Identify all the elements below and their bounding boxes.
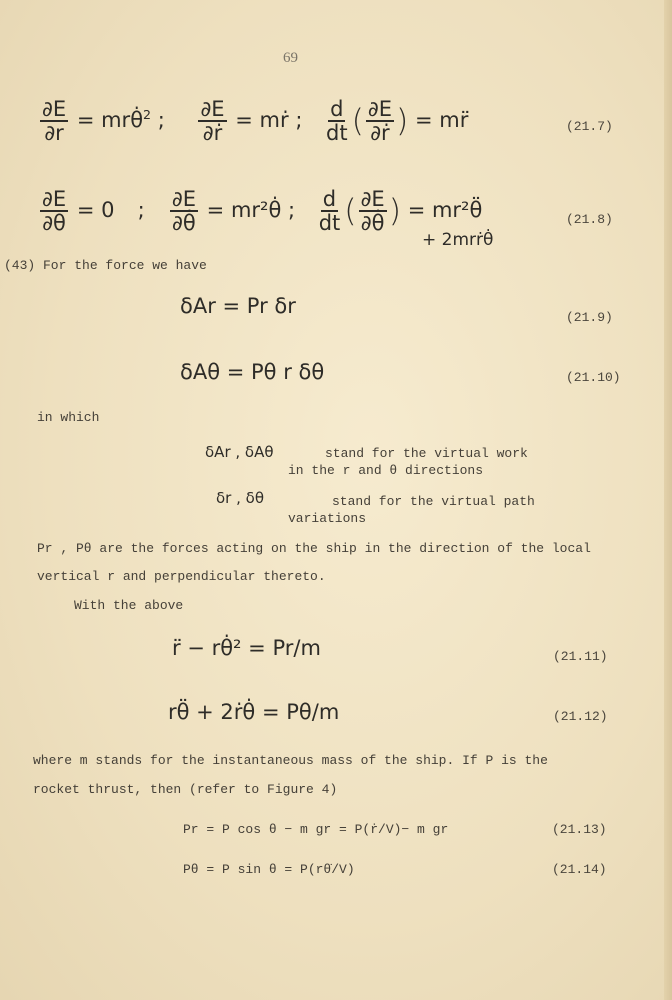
definition-2-symbols: δr , δθ — [216, 489, 265, 507]
eq-21-12-lhs: rθ̈ + 2ṙθ̇ — [168, 700, 256, 724]
eq-21-7-d-dt: $\frac{d}{dt}$ — [326, 97, 348, 146]
eq-21-7-inner-frac: $\frac{\partial E}{\text{∂ṙ}}$ — [367, 97, 393, 146]
eq-21-8-rhs-1: = 0 — [76, 198, 115, 223]
eq-21-11-rhs: = Pr/m — [248, 636, 321, 660]
eq-21-8-inner-frac: $\frac{\partial E}{\partial\thetȧ}$ — [360, 187, 385, 236]
with-the-above: With the above — [74, 598, 184, 613]
eq-21-7-frac-2: $\frac{\partial E}{\text{∂ṙ}}$ — [200, 97, 225, 146]
eq-21-8-rhs-2: = mr²θ̇ — [206, 198, 282, 223]
equation-21-13: Pr = P cos θ − m gr = P(ṙ/V)− m gr — [183, 822, 449, 837]
paragraph-43: (43) For the force we have — [4, 258, 207, 273]
where-line-1: where m stands for the instantaneous mass of the ship. If P is the — [33, 753, 548, 768]
equation-21-10: δAθ = Pθ r δθ — [180, 360, 325, 384]
eq-21-7-rhs-2: = mṙ — [235, 108, 289, 133]
eq-21-8-d-dt: $\frac{d}{dt}$ — [318, 187, 341, 236]
equation-21-12 — [168, 700, 339, 724]
eq-number-21-7: (21.7) — [566, 119, 613, 134]
page-edge — [664, 0, 672, 1000]
page-number: 69 — [283, 50, 298, 66]
forces-line-1: Pr , Pθ are the forces acting on the ship in the direction of the local — [37, 541, 591, 556]
eq-number-21-8: (21.8) — [566, 212, 613, 227]
definition-2-line-1: stand for the virtual path — [332, 494, 535, 509]
eq-21-8-continuation: + 2mrṙθ̇ — [422, 230, 494, 250]
eq-number-21-11: (21.11) — [553, 649, 608, 664]
eq-21-8-rhs-3: = mr²θ̈ — [407, 198, 483, 223]
where-line-2: rocket thrust, then (refer to Figure 4) — [33, 782, 338, 797]
eq-21-7-frac-1: $\frac{\partial E}{\partial r}$ — [42, 97, 67, 146]
equation-21-8: $\frac{\partial E}{\partial\theta}$ = 0 ; $\frac{\partial E}{\partial\thetȧ}$ = mr²θ̇ ; $\frac{d}{dt}$ ( $\frac{\partial E}{\partial\thetȧ}$ ) = mr²θ̈ — [42, 187, 483, 236]
definition-1-line-1: stand for the virtual work — [325, 446, 528, 461]
definition-2-line-2: variations — [288, 511, 367, 526]
eq-number-21-14: (21.14) — [552, 862, 607, 877]
eq-21-8-frac-2: $\frac{\partial E}{\partial\thetȧ}$ — [171, 187, 196, 236]
equation-21-11 — [172, 636, 321, 660]
definition-1-symbols: δAr , δAθ — [205, 443, 274, 461]
equation-21-7: $\frac{\partial E}{\partial r}$ = mrθ̇$^2$ ; $\frac{\partial E}{\text{∂ṙ}}$ = mṙ ; $\frac{d}{dt}$ ( $\frac{\partial E}{\text{∂ṙ}}$ ) = mr̈ — [42, 97, 469, 146]
definition-1-line-2: in the r and θ directions — [288, 463, 484, 478]
eq-number-21-10: (21.10) — [566, 370, 621, 385]
eq-21-8-frac-1: $\frac{\partial E}{\partial\theta}$ — [42, 187, 67, 236]
eq-21-12-rhs: = Pθ/m — [261, 700, 340, 724]
forces-line-2: vertical r and perpendicular thereto. — [37, 569, 326, 584]
eq-number-21-12: (21.12) — [553, 709, 608, 724]
eq-number-21-13: (21.13) — [552, 822, 607, 837]
equation-21-9: δAr = Pr δr — [180, 294, 296, 318]
eq-21-11-lhs: r̈ − rθ̇² — [172, 636, 242, 660]
eq-21-7-rhs-3: = mr̈ — [415, 108, 469, 133]
equation-21-14: Pθ = P sin θ = P(rθ̇/V) — [183, 862, 355, 877]
eq-number-21-9: (21.9) — [566, 310, 613, 325]
eq-21-7-rhs-1: = mrθ̇ — [76, 108, 144, 133]
in-which-text: in which — [37, 410, 100, 425]
